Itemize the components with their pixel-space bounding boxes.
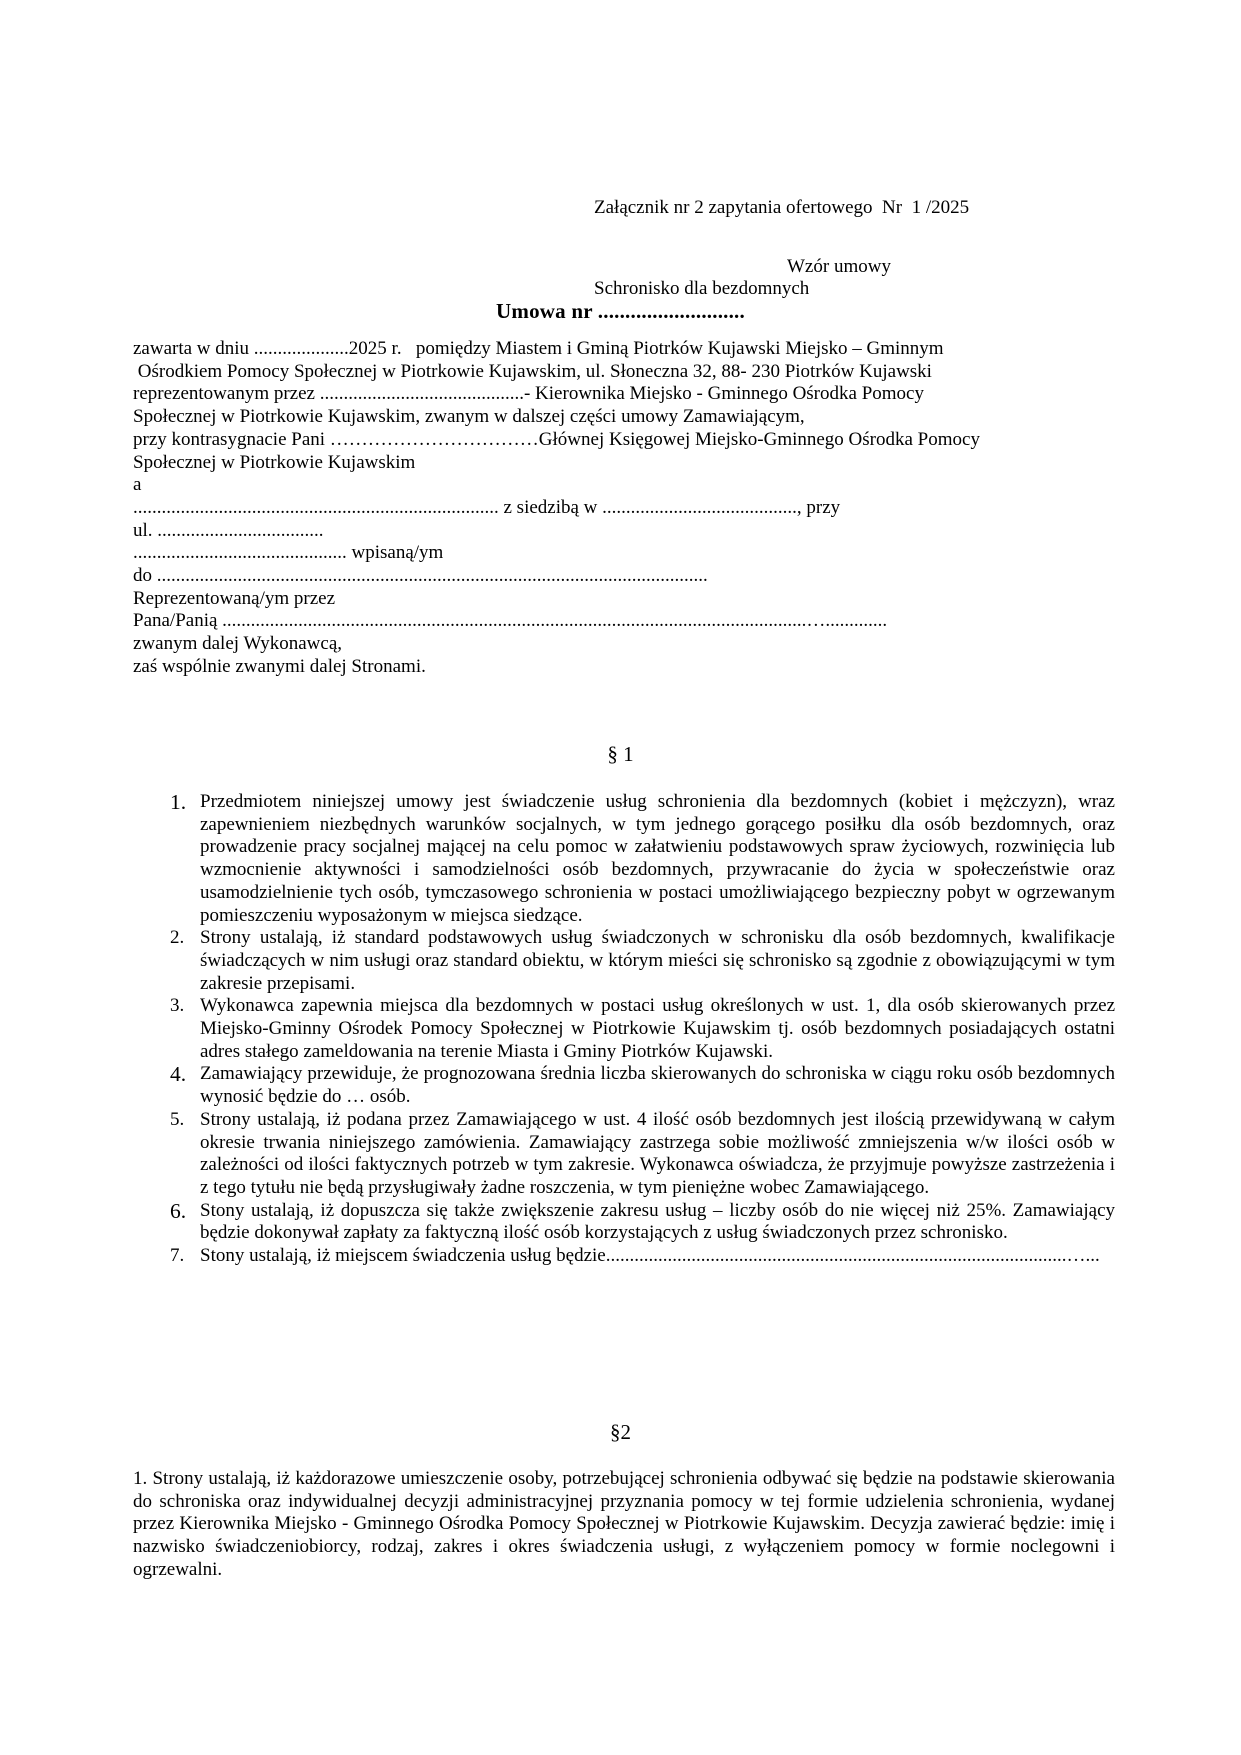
intro-line: Ośrodkiem Pomocy Społecznej w Piotrkowie Kujawskim, ul. Słoneczna 32, 88- 230 Piotrków Kujawski	[133, 360, 932, 382]
intro-line: zawarta w dniu ....................2025 r. pomiędzy Miastem i Gminą Piotrków Kujawski Miejsko – Gminnym	[133, 338, 944, 359]
item-number: 5.	[170, 1108, 185, 1130]
intro-line: zwanym dalej Wykonawcą,	[133, 633, 343, 655]
item-text: Przedmiotem niniejszej umowy jest świadczenie usług schronienia dla bezdomnych (kobiet i mężczyzn), wraz zapewnieniem niezbędnych warunków socjalnych, w tym jednego gorącego posiłku dla osób bezdomnych, oraz prowadzenie pracy socjalnej mającej na celu pomoc w załatwieniu podstawowych spraw życiowych, rozwinięcia lub wzmocnienie aktywności i samodzielności osób bezdomnych, przywracanie do życia w społeczeństwie oraz usamodzielnienie tych osób, tymczasowego schronienia w postaci umożliwiającego bezpieczny pobyt w ogrzewanym pomieszczeniu wyposażonym w miejsca siedzące.	[200, 791, 1115, 926]
attachment-number-line: Załącznik nr 2 zapytania ofertowego Nr 1 /2025	[594, 197, 970, 218]
item-text: Wykonawca zapewnia miejsca dla bezdomnych w postaci usług określonych w ust. 1, dla osób skierowanych przez Miejsko-Gminny Ośrodek Pomocy Społecznej w Piotrkowie Kujawskim tj. osób bezdomnych posiadających ostatni adres stałego zameldowania na terenie Miasta i Gminy Piotrków Kujawski.	[200, 995, 1115, 1062]
item-number: 3.	[170, 995, 185, 1017]
item-number: 6.	[170, 1198, 187, 1223]
list-item	[133, 1245, 1115, 1268]
intro-line: reprezentowanym przez ...........................................- Kierownika Miejsko - Gminnego Ośrodka Pomocy	[133, 383, 924, 405]
section-1-heading: § 1	[607, 742, 634, 766]
item-text: Zamawiający przewiduje, że prognozowana średnia liczba skierowanych do schroniska w ciągu roku osób bezdomnych wynosić będzie do … osób.	[200, 1063, 1115, 1108]
list-item	[133, 927, 1115, 995]
list-item	[133, 995, 1115, 1063]
intro-line: do ....................................................................................................................	[133, 565, 708, 587]
list-item	[133, 1109, 1115, 1200]
section-2-paragraph: 1. Strony ustalają, iż każdorazowe umieszczenie osoby, potrzebującej schronienia odbywać się będzie na podstawie skierowania do schroniska oraz indywidualnej decyzji administracyjnej przyznania pomocy w tej formie udzielenia schronienia, wydanej przez Kierownika Miejsko - Gminnego Ośrodka Pomocy Społecznej w Piotrkowie Kujawskim. Decyzja zawierać będzie: imię i nazwisko świadczeniobiorcy, rodzaj, zakres i okres świadczenia usługi, z wyłączeniem pomocy w formie noclegowni i ogrzewalni.	[133, 1468, 1115, 1580]
list-item	[133, 791, 1115, 927]
attachment-header	[594, 140, 969, 356]
item-number: 2.	[170, 927, 185, 949]
item-number: 1.	[170, 790, 187, 814]
item-text: Strony ustalają, iż podana przez Zamawiającego w ust. 4 ilość osób bezdomnych jest ilością przewidywaną w całym okresie trwania niniejszego zamówienia. Zamawiający zastrzega sobie możliwość zmniejszenia w/w ilości osób w zależności od ilości faktycznych potrzeb w tym zakresie. Wykonawca oświadcza, że przyjmuje powyższe zastrzeżenia i z tego tytułu nie będą przysługiwały żadne roszczenia, w tym pieniężne wobec Zamawiającego.	[200, 1108, 1115, 1198]
intro-line: ul. ...................................	[133, 519, 324, 541]
intro-line: przy kontrasygnacie Pani ……………………………Głównej Księgowej Miejsko-Gminnego Ośrodka Pomocy	[133, 428, 980, 450]
item-number: 4.	[170, 1062, 187, 1087]
item-number: 7.	[170, 1245, 185, 1267]
attachment-subline: Schronisko dla bezdomnych	[594, 278, 810, 299]
intro-block	[133, 338, 1121, 679]
intro-line: a	[133, 474, 142, 496]
intro-line: Społecznej w Piotrkowie Kujawskim, zwanym w dalszej części umowy Zamawiającym,	[133, 406, 805, 428]
intro-line: Reprezentowaną/ym przez	[133, 587, 336, 609]
intro-line: ............................................. wpisaną/ym	[133, 542, 444, 564]
item-text: Strony ustalają, iż standard podstawowych usług świadczonych w schronisku dla osób bezdomnych, kwalifikacje świadczących w nim usługi oraz standard obiektu, w którym mieści się schronisko są zgodnie z obowiązującymi w tym zakresie przepisami.	[200, 927, 1115, 994]
item-text: Stony ustalają, iż miejscem świadczenia usług będzie.................................................................................................…...	[200, 1245, 1100, 1267]
intro-line: zaś wspólnie zwanymi dalej Stronami.	[133, 655, 426, 677]
list-item	[133, 1063, 1115, 1108]
intro-line: ............................................................................. z siedzibą w ........................................., przy	[133, 496, 841, 518]
section-1-list	[133, 791, 1115, 1268]
section-2-heading: §2	[610, 1420, 631, 1444]
item-text: Stony ustalają, iż dopuszcza się także zwiększenie zakresu usług – liczby osób do nie więcej niż 25%. Zamawiający będzie dokonywał zapłaty za faktyczną ilość osób korzystających z usług świadczonych przez schronisko.	[200, 1199, 1115, 1244]
contract-title: Umowa nr ...........................	[496, 299, 745, 323]
template-label: Wzór umowy	[787, 256, 891, 277]
intro-line: Pana/Panią ...........................................................................................................................….............	[133, 610, 888, 632]
intro-line: Społecznej w Piotrkowie Kujawskim	[133, 451, 416, 473]
list-item	[133, 1200, 1115, 1245]
